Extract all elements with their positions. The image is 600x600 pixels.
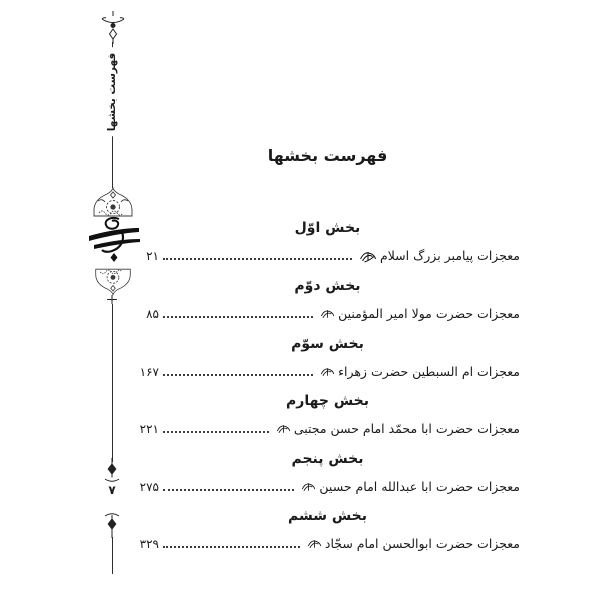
floral-medallion-bottom-icon <box>93 266 133 296</box>
ali-calligraphy-emblem-icon <box>86 215 142 263</box>
section-heading: بخش پنجم <box>291 451 364 467</box>
entry-page-number: ۲۲۱ <box>139 422 159 436</box>
honorific-alayha-salam-icon <box>320 366 335 378</box>
entry-page-number: ۲۱ <box>146 249 159 263</box>
entry-title: معجزات حضرت ابا محمّد امام حسن مجتبی <box>293 421 520 436</box>
honorific-alayhis-salam-icon <box>307 538 322 550</box>
dot-leader <box>163 249 352 260</box>
toc-entry <box>135 247 520 265</box>
toc-entry <box>135 363 520 381</box>
margin-rule-lower <box>112 537 113 574</box>
toc-entry <box>135 535 520 553</box>
dot-leader <box>163 537 300 548</box>
dot-leader <box>163 480 294 491</box>
diamond-finial-up-icon <box>103 511 121 538</box>
section-heading: بخش سوّم <box>291 336 364 352</box>
toc-section <box>135 277 520 323</box>
dot-leader <box>163 365 313 376</box>
margin-rule-middle <box>112 304 113 462</box>
section-heading: بخش اوّل <box>294 220 361 236</box>
section-heading: بخش ششم <box>287 508 367 524</box>
honorific-alayhis-salam-icon <box>276 423 291 435</box>
toc-section <box>135 392 520 438</box>
page-title: فهرست بخشها <box>267 146 388 165</box>
entry-page-number: ۲۷۵ <box>139 480 159 494</box>
toc-entry <box>135 478 520 496</box>
entry-title: معجزات پیامبر بزرگ اسلام <box>379 248 520 263</box>
margin-running-title: فهرست بخشها <box>106 48 118 137</box>
dot-leader <box>163 422 269 433</box>
honorific-sallallahu-icon <box>359 250 377 263</box>
section-heading: بخش چهارم <box>286 393 369 409</box>
toc-entry <box>135 305 520 323</box>
top-finial-icon <box>99 10 127 44</box>
entry-title: معجزات حضرت مولا امیر المؤمنین <box>338 306 520 321</box>
toc-section <box>135 450 520 496</box>
entry-page-number: ۸۵ <box>146 307 159 321</box>
entry-title: معجزات حضرت ابوالحسن امام سجّاد <box>324 536 520 551</box>
dot-leader <box>163 307 313 318</box>
entry-title: معجزات حضرت ابا عبدالله امام حسین <box>319 479 520 494</box>
honorific-alayhis-salam-icon <box>301 481 316 493</box>
entry-page-number: ۳۲۹ <box>139 537 159 551</box>
toc-section <box>135 507 520 553</box>
entry-title: معجزات ام السبطین حضرت زهراء <box>338 364 520 379</box>
entry-page-number: ۱۶۷ <box>139 365 159 379</box>
toc-section <box>135 335 520 381</box>
section-heading: بخش دوّم <box>294 278 361 294</box>
folio-page-number: ۷ <box>108 483 116 497</box>
diamond-finial-down-icon <box>103 458 121 483</box>
honorific-alayhis-salam-icon <box>320 308 335 320</box>
toc-entry <box>135 420 520 438</box>
toc-section <box>135 219 520 265</box>
